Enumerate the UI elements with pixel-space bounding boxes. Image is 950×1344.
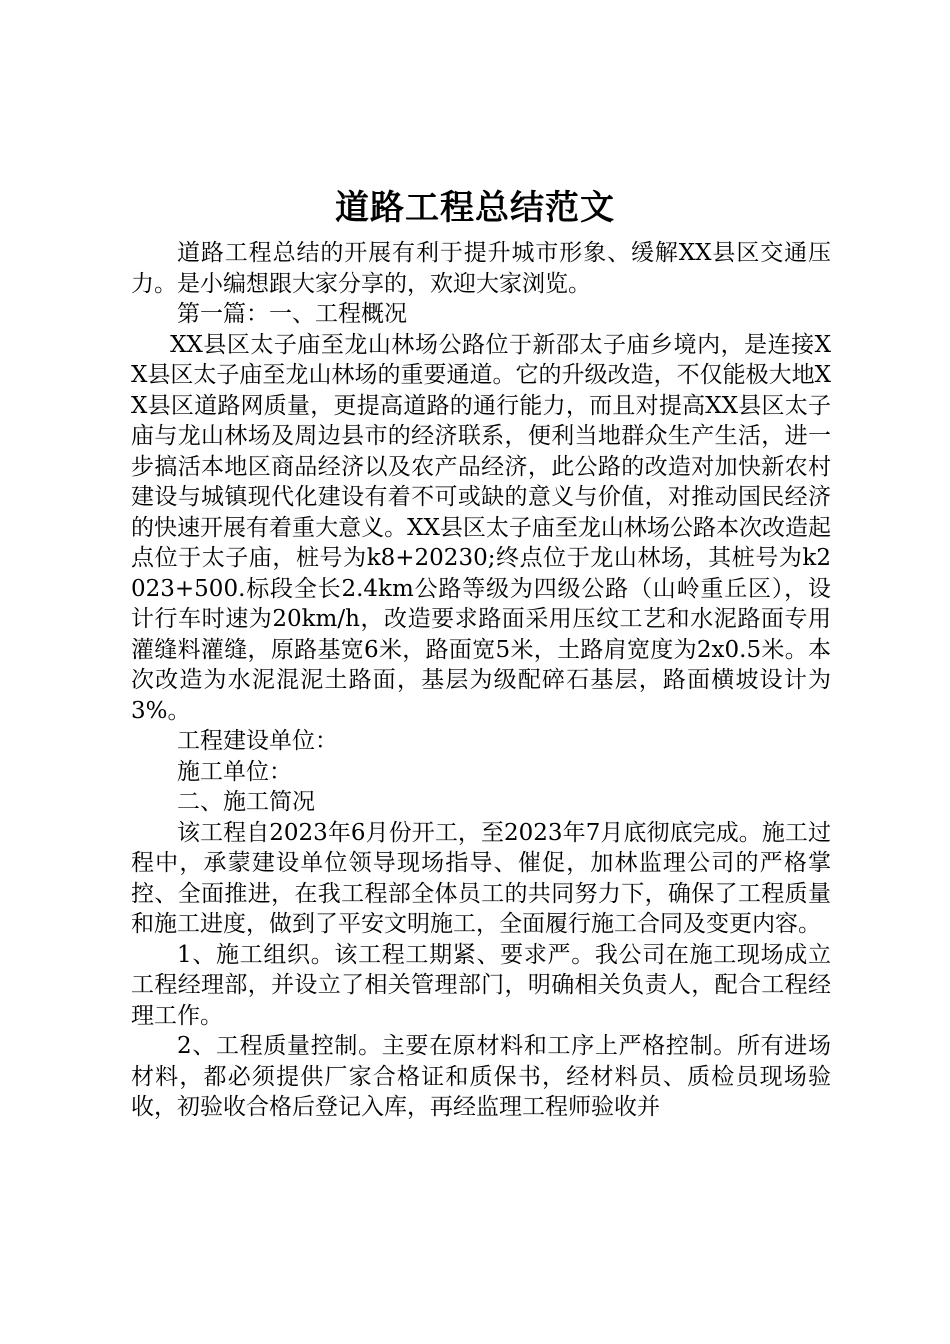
paragraph-project-overview: XX县区太子庙至龙山林场公路位于新邵太子庙乡境内，是连接XX县区太子庙至龙山林场的重要通道。它的升级改造，不仅能极大地XX县区道路网质量，更提高道路的通行能力，而且对提高XX县区太子庙与龙山林场及周边县市的经济联系，便利当地群众生产生活，进一步搞活本地区商品经济以及农产品经济，此公路的改造对加快新农村建设与城镇现代化建设有着不可或缺的意义与价值，对推动国民经济的快速开展有着重大意义。XX县区太子庙至龙山林场公路本次改造起点位于太子庙，桩号为k8+20230;终点位于龙山林场，其桩号为k2023+500.标段全长2.4km公路等级为四级公路（山岭重丘区），设计行车时速为20km/h，改造要求路面采用压纹工艺和水泥路面专用灌缝料灌缝，原路基宽6米，路面宽5米，土路肩宽度为2x0.5米。本次改造为水泥混泥土路面，基层为级配碎石基层，路面横坡设计为3%。 <box>131 331 831 724</box>
paragraph-construction-owner: 工程建设单位： <box>177 728 338 754</box>
paragraph-section-heading-2: 二、施工简况 <box>177 789 315 815</box>
document-title: 道路工程总结范文 <box>335 188 615 228</box>
paragraph-intro: 道路工程总结的开展有利于提升城市形象、缓解XX县区交通压力。是小编想跟大家分享的，欢迎大家浏览。 <box>131 240 831 297</box>
paragraph-organization: 1、施工组织。该工程工期紧、要求严。我公司在施工现场成立工程经理部，并设立了相关管理部门，明确相关负责人，配合工程经理工作。 <box>131 941 831 1029</box>
paragraph-quality-control: 2、工程质量控制。主要在原材料和工序上严格控制。所有进场材料，都必须提供厂家合格证和质保书，经材料员、质检员现场验收，初验收合格后登记入库，再经监理工程师验收并 <box>131 1033 831 1120</box>
paragraph-section-heading-1: 第一篇：一、工程概况 <box>177 301 407 327</box>
document-body <box>131 238 831 1123</box>
paragraph-contractor: 施工单位： <box>177 758 292 785</box>
paragraph-construction-summary: 该工程自2023年6月份开工，至2023年7月底彻底完成。施工过程中，承蒙建设单位领导现场指导、催促，加林监理公司的严格掌控、全面推进，在我工程部全体员工的共同努力下，确保了工程质量和施工进度，做到了平安文明施工，全面履行施工合同及变更内容。 <box>131 819 831 937</box>
